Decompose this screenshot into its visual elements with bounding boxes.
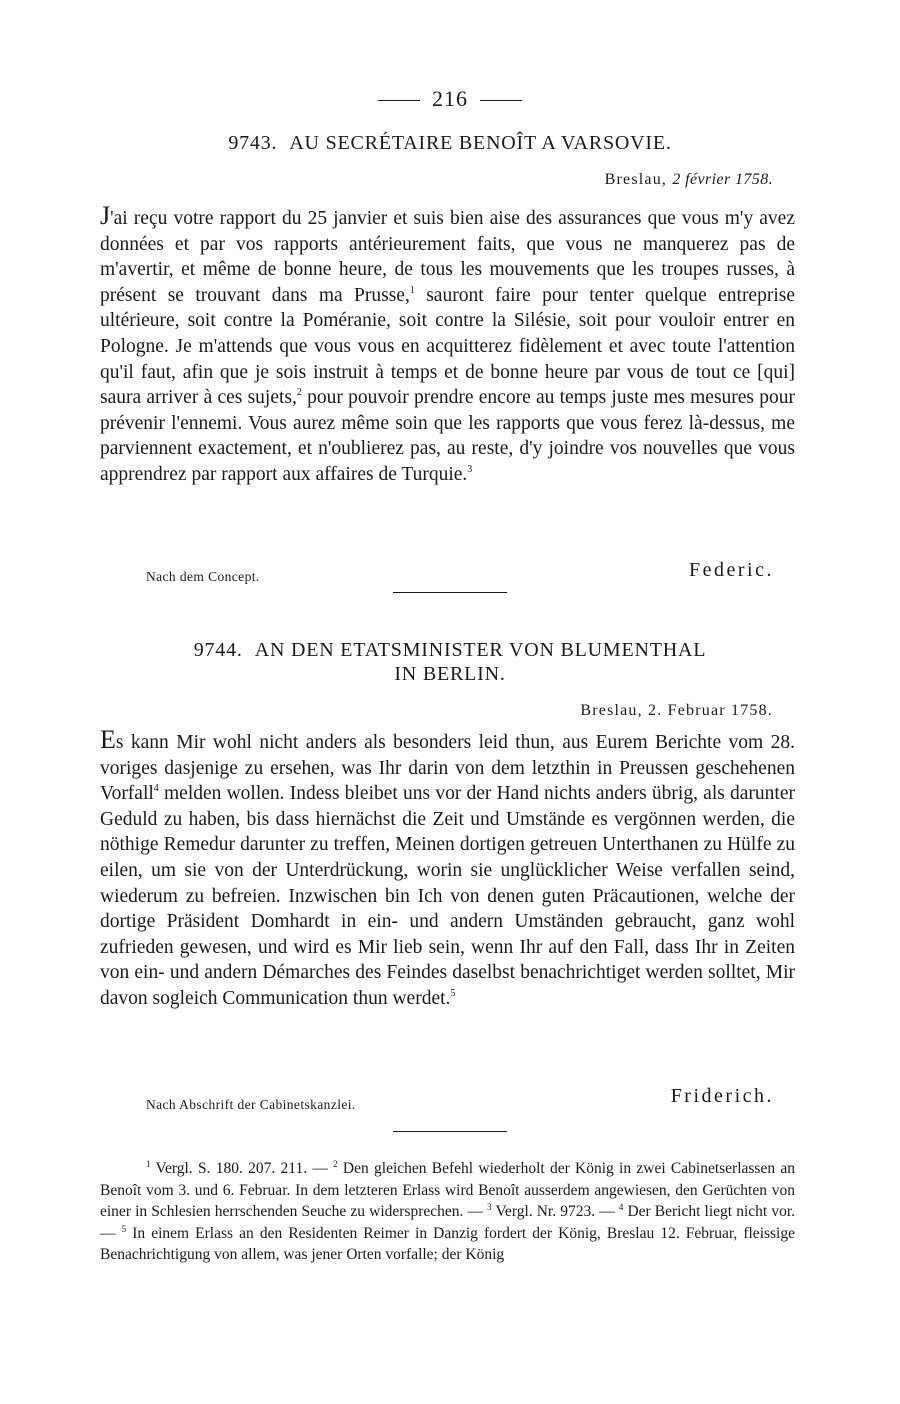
page-number-dash-left — [378, 100, 420, 101]
letter-9744-title-line1: AN DEN ETATSMINISTER VON BLUMENTHAL — [254, 639, 707, 661]
footnote-ref-5: 5 — [450, 987, 456, 999]
page-number-dash-right — [480, 100, 522, 101]
footnote-marker-2: 2 — [333, 1159, 338, 1169]
letter-9744-dropcap: E — [100, 725, 116, 754]
footnote-4-text: Der Bericht liegt nicht vor. — — [100, 1203, 795, 1242]
footnote-marker-3: 3 — [487, 1202, 492, 1213]
letter-9744-text-1: s kann Mir wohl nicht anders als besonders leid thun, aus Eurem Berichte vom 28. voriges dasjenige zu ersehen, was Ihr darin von dem letzthin in Preussen geschehenen Vorfall — [100, 732, 795, 805]
letter-9743-dateline — [605, 171, 773, 189]
letter-9743-place: Breslau, — [604, 171, 668, 188]
footnote-marker-4: 4 — [618, 1202, 624, 1213]
footnote-2-text: Den gleichen Befehl wiederholt der König in zwei Cabinetserlassen an Benoît vom 3. und 6. Februar. In dem letzteren Erlass wird Benoît ausserdem angewiesen, den Gerüchten von einer in Schlesien herrschenden Seuche zu widersprechen. — — [100, 1160, 795, 1221]
letter-9743-dropcap: J — [100, 201, 111, 230]
letter-9743-heading — [100, 131, 800, 155]
footnote-ref-3: 3 — [467, 463, 473, 475]
letter-9744-date: 2. Februar 1758. — [648, 702, 773, 719]
letter-9743-text-2: sauront faire pour tenter quelque entreprise ultérieure, soit contre la Poméranie, soit contre la Silésie, soit pour vouloir entrer en Pologne. Je m'attends que vous vous en acquitterez fidèlement et avec toute l'attention qu'il faut, afin que je sois instruit à temps et de bonne heure par vous de tout ce [qui] saura arriver à ces sujets, — [100, 284, 795, 409]
letter-9744-source: Nach Abschrift der Cabinetskanzlei. — [146, 1097, 356, 1112]
footnote-3-text: Vergl. Nr. 9723. — — [491, 1203, 619, 1221]
letter-9743-number: 9743. — [228, 132, 278, 154]
footnote-ref-4: 4 — [153, 783, 159, 795]
footnotes — [100, 1158, 795, 1266]
letter-9744-body — [100, 727, 795, 1012]
footnote-ref-1: 1 — [409, 284, 415, 296]
letter-9744-number: 9744. — [193, 639, 243, 661]
page-number-text: 216 — [432, 86, 468, 111]
letter-9744-dateline — [580, 702, 773, 720]
letter-9744-heading — [100, 638, 800, 686]
footnote-marker-5: 5 — [121, 1223, 127, 1234]
letter-9743-signature: Federic. — [689, 559, 774, 581]
footnote-ref-2: 2 — [296, 387, 302, 399]
footnote-divider — [393, 1131, 507, 1132]
section-divider — [393, 592, 507, 593]
letter-9744-text-2: melden wollen. Indess bleibet uns vor der Hand nichts anders übrig, als darunter Geduld zu haben, bis dass hiernächst die Zeit und Umstände es vergönnen werden, die nöthige Remedur darunter zu treffen, Meinen dortigen getreuen Unterthanen zu Hülfe zu eilen, um sie von der Unterdrückung, worin sie unglücklicher Weise verfallen seind, wiederum zu befreien. Inzwischen bin Ich von denen guten Präcautionen, welche der dortige Präsident Domhardt in ein- und andern Umständen gebraucht, ganz wohl zufrieden gewesen, und wird es Mir lieb sein, wenn Ihr auf den Fall, dass Ihr in Zeiten von ein- und andern Démarches des Feindes daselbst benachrichtiget werden solltet, Mir davon sogleich Communication thun werdet. — [100, 783, 795, 1009]
letter-9743-text-1: 'ai reçu votre rapport du 25 janvier et suis bien aise des assurances que vous m'y avez données et par vos rapports antérieurement faits, que vous ne manquerez pas de m'avertir, et même de bonne heure, de tous les mouvements que les troupes russes, à présent se trouvant dans ma Prusse, — [100, 208, 795, 306]
letter-9743-title: AU SECRÉTAIRE BENOÎT A VARSOVIE. — [289, 132, 672, 154]
letter-9744-signature: Friderich. — [670, 1085, 774, 1107]
page-number — [0, 86, 900, 112]
letter-9743-date: 2 février 1758. — [672, 171, 773, 188]
footnote-5-text: In einem Erlass an den Residenten Reimer in Danzig fordert der König, Breslau 12. Februar, fleissige Benachrichtigung von allem, was jener Orten vorfalle; der König — [100, 1224, 795, 1264]
letter-9743-body — [100, 203, 795, 488]
letter-9744-place: Breslau, — [580, 702, 643, 719]
footnote-1-text: Vergl. S. 180. 207. 211. — — [150, 1160, 334, 1177]
footnote-marker-1: 1 — [146, 1159, 151, 1169]
letter-9743-source: Nach dem Concept. — [146, 569, 260, 584]
letter-9744-title-line2: IN BERLIN. — [394, 663, 506, 685]
letter-9743-text-3: pour pouvoir prendre encore au temps juste mes mesures pour prévenir l'ennemi. Vous aurez même soin que les rapports que vous ferez là-dessus, me parviennent exactement, et n'oublierez pas, au reste, d'y joindre vos nouvelles que vous apprendrez par rapport aux affaires de Turquie. — [100, 387, 796, 485]
